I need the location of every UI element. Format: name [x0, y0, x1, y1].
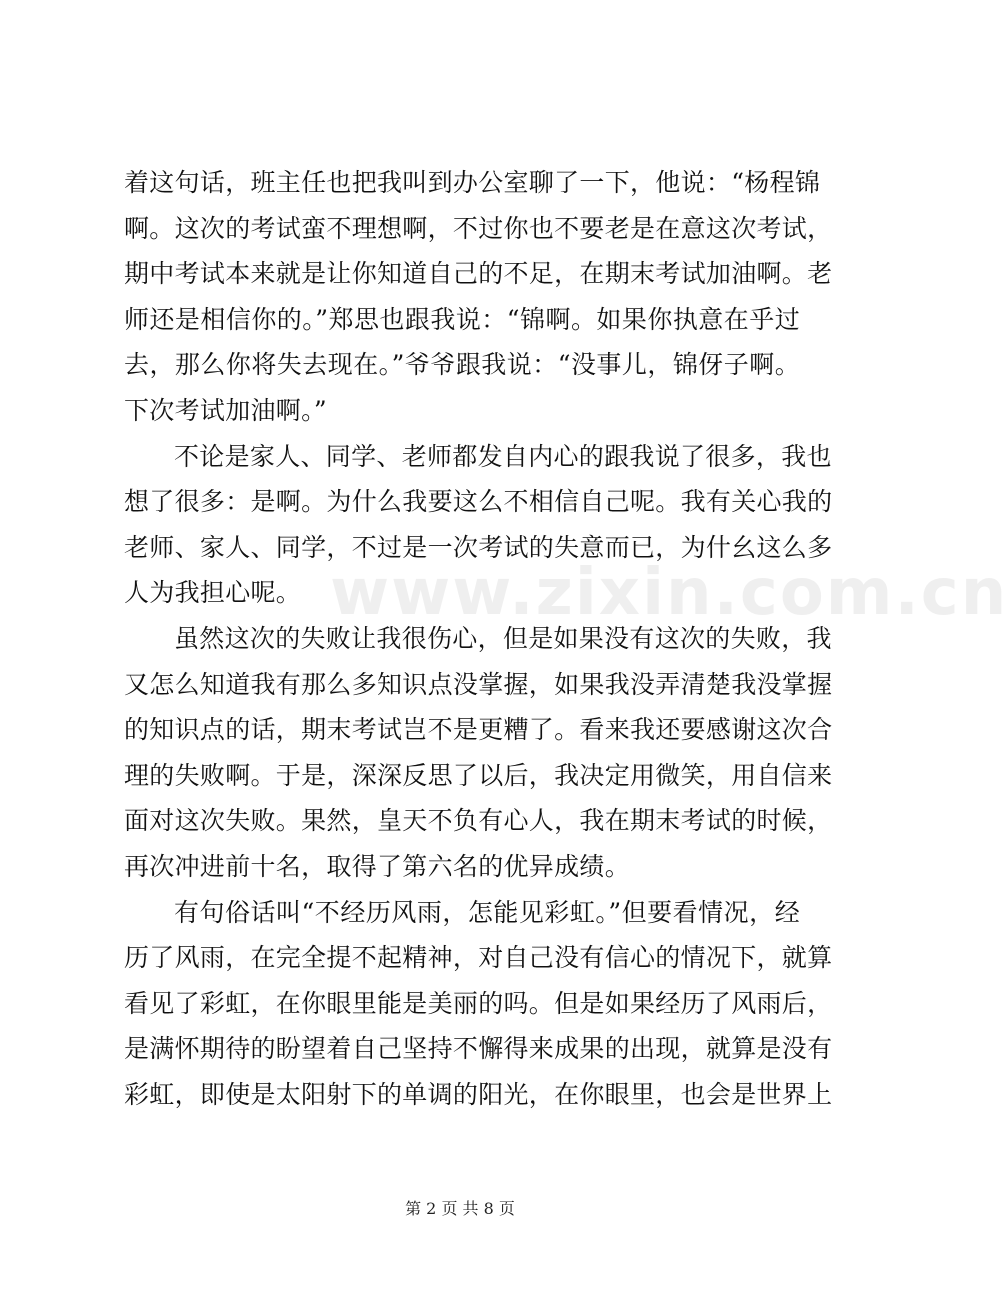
text-line: 老师、家人、同学，不过是一次考试的失意而已，为什幺这么多 — [124, 532, 833, 562]
text-line: 是满怀期待的盼望着自己坚持不懈得来成果的出现，就算是没有 — [124, 1034, 833, 1064]
text-line: 着这句话，班主任也把我叫到办公室聊了一下，他说：“杨程锦 — [124, 168, 821, 197]
text-line: 又怎么知道我有那么多知识点没掌握，如果我没弄清楚我没掌握 — [124, 669, 833, 699]
text-line: 期中考试本来就是让你知道自己的不足，在期末考试加油啊。老 — [124, 259, 833, 289]
page-footer: 第 2 页 共 8 页 — [405, 1199, 515, 1218]
watermark: www.zixin.com.cn — [330, 556, 1008, 630]
text-line: 去，那么你将失去现在。”爷爷跟我说：“没事儿，锦伢子啊。 — [124, 350, 800, 380]
text-line: 有句俗话叫“不经历风雨，怎能见彩虹。”但要看情况，经 — [174, 897, 800, 927]
paragraph — [124, 160, 833, 434]
text-line: 啊。这次的考试蛮不理想啊，不过你也不要老是在意这次考试， — [124, 213, 833, 243]
text-line: 面对这次失败。果然，皇天不负有心人，我在期末考试的时候， — [124, 806, 833, 836]
paragraph — [124, 434, 833, 616]
text-line: 彩虹，即使是太阳射下的单调的阳光，在你眼里，也会是世界上 — [124, 1079, 833, 1109]
paragraph — [124, 616, 833, 890]
text-line: 历了风雨，在完全提不起精神，对自己没有信心的情况下，就算 — [124, 943, 833, 973]
text-line: 师还是相信你的。”郑思也跟我说：“锦啊。如果你执意在乎过 — [124, 304, 800, 334]
text-line: 虽然这次的失败让我很伤心，但是如果没有这次的失败，我 — [174, 623, 832, 653]
body-text — [124, 160, 833, 1117]
text-line: 下次考试加油啊。” — [124, 395, 327, 425]
text-line: 的知识点的话，期末考试岂不是更糟了。看来我还要感谢这次合 — [124, 715, 833, 745]
text-line: 看见了彩虹，在你眼里能是美丽的吗。但是如果经历了风雨后， — [124, 988, 833, 1018]
text-line: 想了很多：是啊。为什么我要这么不相信自己呢。我有关心我的 — [124, 487, 833, 517]
paragraph — [124, 890, 833, 1118]
text-line: 再次冲进前十名，取得了第六名的优异成绩。 — [124, 851, 631, 881]
text-line: 人为我担心呢。 — [124, 578, 302, 608]
text-line: 不论是家人、同学、老师都发自内心的跟我说了很多，我也 — [174, 441, 832, 471]
text-line: 理的失败啊。于是，深深反思了以后，我决定用微笑，用自信来 — [124, 760, 833, 790]
